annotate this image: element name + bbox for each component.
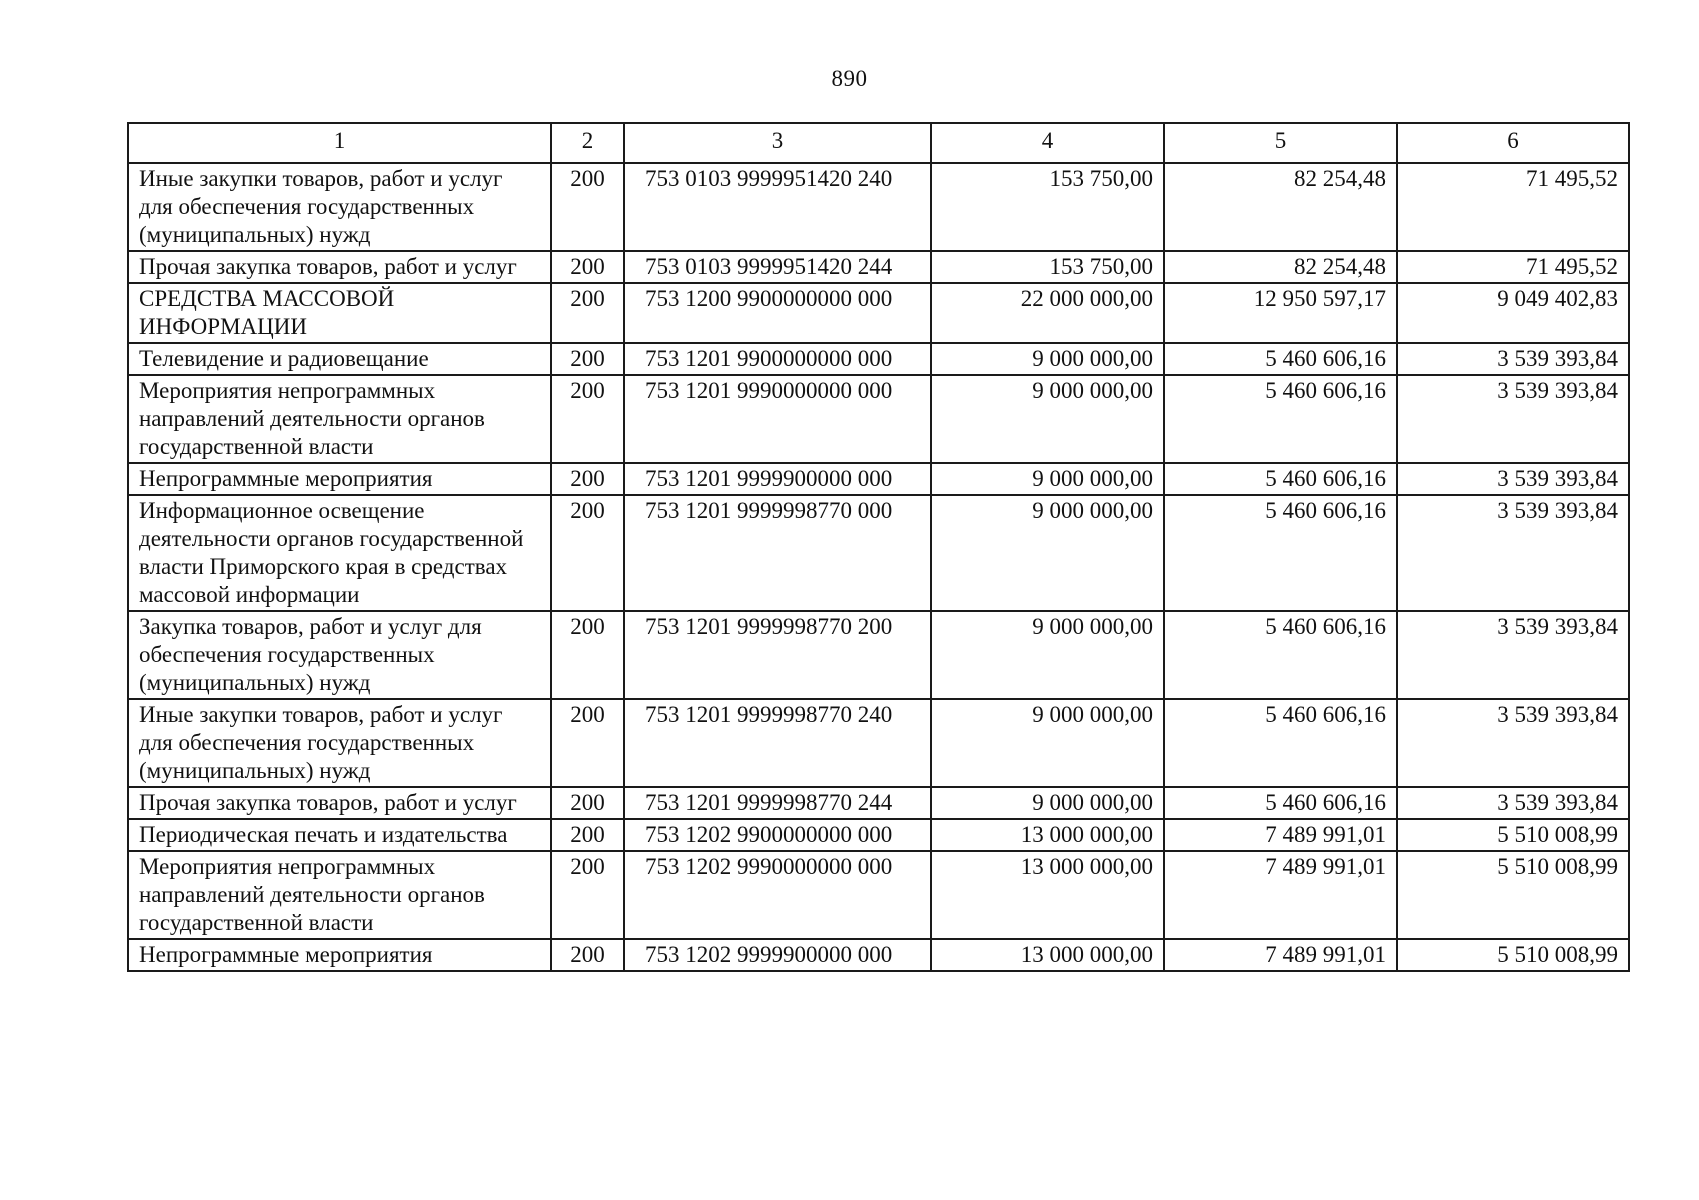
row-name-cell: Телевидение и радиовещание [128,343,551,375]
row-classification-cell: 753 1201 9999998770 000 [624,495,931,611]
table-row [128,851,1629,939]
row-name-cell: Прочая закупка товаров, работ и услуг [128,787,551,819]
table-row [128,163,1629,251]
column-header-3: 3 [624,123,931,163]
row-executed-amount-cell: 5 460 606,16 [1164,787,1397,819]
table-row [128,343,1629,375]
row-classification-cell: 753 0103 9999951420 240 [624,163,931,251]
row-approved-amount-cell: 9 000 000,00 [931,699,1164,787]
row-code-cell: 200 [551,699,624,787]
row-executed-amount-cell: 82 254,48 [1164,163,1397,251]
row-approved-amount-cell: 9 000 000,00 [931,611,1164,699]
row-classification-cell: 753 1200 9900000000 000 [624,283,931,343]
table-row [128,251,1629,283]
row-code-cell: 200 [551,251,624,283]
row-classification-cell: 753 1201 9900000000 000 [624,343,931,375]
column-header-6: 6 [1397,123,1629,163]
column-header-2: 2 [551,123,624,163]
row-unexecuted-amount-cell: 3 539 393,84 [1397,463,1629,495]
table-row [128,611,1629,699]
row-name-cell: Непрограммные мероприятия [128,463,551,495]
row-executed-amount-cell: 5 460 606,16 [1164,611,1397,699]
header-row [128,123,1629,163]
row-code-cell: 200 [551,819,624,851]
row-code-cell: 200 [551,283,624,343]
row-unexecuted-amount-cell: 5 510 008,99 [1397,819,1629,851]
row-name-cell: Иные закупки товаров, работ и услуг для обеспечения государственных (муниципальных) нужд [128,699,551,787]
row-classification-cell: 753 1201 9999900000 000 [624,463,931,495]
row-unexecuted-amount-cell: 9 049 402,83 [1397,283,1629,343]
row-code-cell: 200 [551,495,624,611]
row-name-cell: Прочая закупка товаров, работ и услуг [128,251,551,283]
row-approved-amount-cell: 22 000 000,00 [931,283,1164,343]
column-header-1: 1 [128,123,551,163]
page-number: 890 [831,66,868,91]
table-row [128,283,1629,343]
row-executed-amount-cell: 82 254,48 [1164,251,1397,283]
row-code-cell: 200 [551,939,624,971]
row-classification-cell: 753 1201 9999998770 244 [624,787,931,819]
row-unexecuted-amount-cell: 3 539 393,84 [1397,611,1629,699]
row-name-cell: Мероприятия непрограммных направлений деятельности органов государственной власти [128,851,551,939]
budget-execution-table [127,122,1630,972]
row-classification-cell: 753 0103 9999951420 244 [624,251,931,283]
row-unexecuted-amount-cell: 5 510 008,99 [1397,851,1629,939]
row-unexecuted-amount-cell: 3 539 393,84 [1397,495,1629,611]
row-classification-cell: 753 1201 9999998770 200 [624,611,931,699]
row-classification-cell: 753 1202 9990000000 000 [624,851,931,939]
row-approved-amount-cell: 13 000 000,00 [931,819,1164,851]
row-code-cell: 200 [551,163,624,251]
row-code-cell: 200 [551,787,624,819]
row-executed-amount-cell: 7 489 991,01 [1164,939,1397,971]
row-executed-amount-cell: 5 460 606,16 [1164,699,1397,787]
row-classification-cell: 753 1202 9900000000 000 [624,819,931,851]
row-approved-amount-cell: 153 750,00 [931,163,1164,251]
row-executed-amount-cell: 5 460 606,16 [1164,343,1397,375]
row-name-cell: Мероприятия непрограммных направлений деятельности органов государственной власти [128,375,551,463]
row-name-cell: Закупка товаров, работ и услуг для обеспечения государственных (муниципальных) нужд [128,611,551,699]
row-classification-cell: 753 1202 9999900000 000 [624,939,931,971]
row-classification-cell: 753 1201 9990000000 000 [624,375,931,463]
row-unexecuted-amount-cell: 3 539 393,84 [1397,375,1629,463]
row-unexecuted-amount-cell: 3 539 393,84 [1397,787,1629,819]
table-row [128,699,1629,787]
row-approved-amount-cell: 153 750,00 [931,251,1164,283]
row-name-cell: СРЕДСТВА МАССОВОЙ ИНФОРМАЦИИ [128,283,551,343]
row-name-cell: Иные закупки товаров, работ и услуг для обеспечения государственных (муниципальных) нужд [128,163,551,251]
table-row [128,463,1629,495]
row-executed-amount-cell: 12 950 597,17 [1164,283,1397,343]
row-executed-amount-cell: 7 489 991,01 [1164,819,1397,851]
row-classification-cell: 753 1201 9999998770 240 [624,699,931,787]
row-executed-amount-cell: 5 460 606,16 [1164,495,1397,611]
table-row [128,495,1629,611]
row-executed-amount-cell: 7 489 991,01 [1164,851,1397,939]
row-code-cell: 200 [551,463,624,495]
column-header-4: 4 [931,123,1164,163]
table-row [128,939,1629,971]
row-approved-amount-cell: 13 000 000,00 [931,851,1164,939]
row-unexecuted-amount-cell: 71 495,52 [1397,163,1629,251]
table-body [128,163,1629,971]
row-approved-amount-cell: 13 000 000,00 [931,939,1164,971]
row-name-cell: Периодическая печать и издательства [128,819,551,851]
row-unexecuted-amount-cell: 5 510 008,99 [1397,939,1629,971]
row-approved-amount-cell: 9 000 000,00 [931,787,1164,819]
column-header-5: 5 [1164,123,1397,163]
row-unexecuted-amount-cell: 3 539 393,84 [1397,343,1629,375]
row-approved-amount-cell: 9 000 000,00 [931,495,1164,611]
table-row [128,787,1629,819]
row-unexecuted-amount-cell: 3 539 393,84 [1397,699,1629,787]
row-name-cell: Непрограммные мероприятия [128,939,551,971]
table-header [128,123,1629,163]
row-code-cell: 200 [551,851,624,939]
row-executed-amount-cell: 5 460 606,16 [1164,375,1397,463]
row-name-cell: Информационное освещение деятельности органов государственной власти Приморского края в средствах массовой информации [128,495,551,611]
row-executed-amount-cell: 5 460 606,16 [1164,463,1397,495]
row-unexecuted-amount-cell: 71 495,52 [1397,251,1629,283]
row-approved-amount-cell: 9 000 000,00 [931,463,1164,495]
row-approved-amount-cell: 9 000 000,00 [931,343,1164,375]
row-code-cell: 200 [551,375,624,463]
row-code-cell: 200 [551,343,624,375]
table-row [128,819,1629,851]
row-approved-amount-cell: 9 000 000,00 [931,375,1164,463]
row-code-cell: 200 [551,611,624,699]
table-row [128,375,1629,463]
